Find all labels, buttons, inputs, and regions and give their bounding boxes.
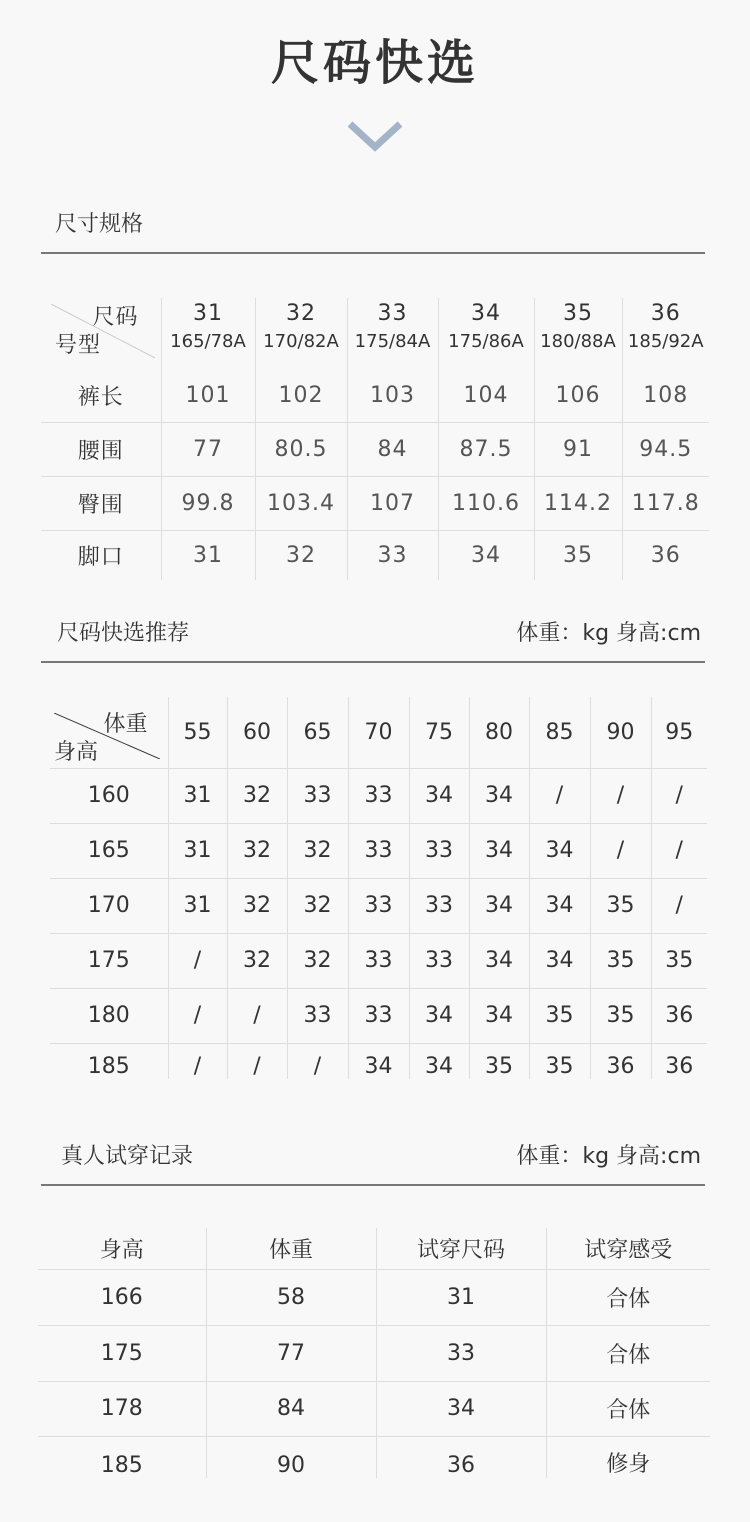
cell: 94.5 <box>622 422 709 476</box>
cell: 31 <box>168 878 227 933</box>
cell: 117.8 <box>622 476 709 530</box>
height-label: 175 <box>50 933 168 988</box>
row-label: 臀围 <box>41 476 161 530</box>
cell: / <box>227 988 287 1043</box>
cell: 34 <box>469 988 529 1043</box>
spec-row <box>41 476 709 530</box>
size-header <box>622 298 709 369</box>
cell: 32 <box>227 878 287 933</box>
fitting-row <box>38 1436 710 1478</box>
weight-header: 80 <box>469 697 529 768</box>
page-title: 尺码快选 <box>270 35 479 91</box>
size-header <box>255 298 347 369</box>
recommend-row <box>50 878 707 933</box>
cell: 33 <box>348 988 409 1043</box>
spec-row <box>41 422 709 476</box>
fitting-header-row <box>38 1228 710 1269</box>
weight-header: 60 <box>227 697 287 768</box>
cell: 103.4 <box>255 476 347 530</box>
cell: 34 <box>348 1043 409 1079</box>
recommend-row <box>50 823 707 878</box>
corner-label-weight: 体重 <box>103 712 148 738</box>
cell: / <box>651 878 707 933</box>
cell: 34 <box>438 530 534 580</box>
cell: 33 <box>409 878 469 933</box>
cell: / <box>651 768 707 823</box>
recommend-header-row <box>50 697 707 768</box>
size-code: 180/88A <box>540 331 616 352</box>
cell: 104 <box>438 369 534 422</box>
cell: 32 <box>227 768 287 823</box>
recommend-row <box>50 933 707 988</box>
cell: / <box>651 823 707 878</box>
cell: / <box>590 768 651 823</box>
cell: 34 <box>469 878 529 933</box>
cell: 178 <box>38 1381 206 1436</box>
cell: 34 <box>409 768 469 823</box>
fitting-units: 体重：kg 身高:cm <box>516 1144 701 1169</box>
cell: 36 <box>651 1043 707 1079</box>
size-number: 35 <box>563 301 593 326</box>
cell: 32 <box>227 823 287 878</box>
cell: 34 <box>469 768 529 823</box>
size-header <box>347 298 438 369</box>
cell: 35 <box>590 878 651 933</box>
cell: 35 <box>534 530 622 580</box>
cell: 35 <box>529 988 590 1043</box>
spec-row <box>41 530 709 580</box>
cell: 33 <box>348 878 409 933</box>
cell: 108 <box>622 369 709 422</box>
row-label: 脚口 <box>77 544 124 570</box>
cell: 175 <box>38 1325 206 1381</box>
size-number: 36 <box>650 301 681 326</box>
recommend-row <box>50 1043 707 1079</box>
cell: / <box>529 768 590 823</box>
cell: 107 <box>347 476 438 530</box>
cell: 33 <box>287 988 348 1043</box>
cell: 91 <box>534 422 622 476</box>
cell: 合体 <box>546 1381 710 1436</box>
fitting-row <box>38 1269 710 1325</box>
weight-header: 75 <box>409 697 469 768</box>
corner-label-model: 号型 <box>55 333 102 358</box>
cell: 103 <box>347 369 438 422</box>
cell: 合体 <box>546 1325 710 1381</box>
cell: / <box>168 1043 227 1079</box>
spec-row <box>41 369 709 422</box>
column-header: 试穿感受 <box>546 1228 710 1269</box>
cell: 99.8 <box>161 476 255 530</box>
cell: 34 <box>409 988 469 1043</box>
cell: 33 <box>348 768 409 823</box>
cell: 修身 <box>546 1436 710 1478</box>
column-header: 体重 <box>206 1228 376 1269</box>
cell: / <box>590 823 651 878</box>
size-code: 165/78A <box>170 331 246 352</box>
weight-header: 85 <box>529 697 590 768</box>
recommend-row <box>50 988 707 1043</box>
size-number: 31 <box>193 301 223 326</box>
size-header <box>534 298 622 369</box>
cell: 35 <box>590 933 651 988</box>
spec-header-row <box>41 298 709 369</box>
row-label: 裤长 <box>41 369 161 422</box>
cell: / <box>168 988 227 1043</box>
chevron-down-icon <box>346 120 404 154</box>
size-code: 175/84A <box>354 331 431 352</box>
cell: 102 <box>255 369 347 422</box>
cell: 35 <box>529 1043 590 1079</box>
height-label: 180 <box>50 988 168 1043</box>
cell: 33 <box>347 530 438 580</box>
cell: / <box>227 1043 287 1079</box>
cell: 36 <box>651 988 707 1043</box>
cell: 32 <box>287 878 348 933</box>
cell: 34 <box>469 933 529 988</box>
cell: 87.5 <box>438 422 534 476</box>
size-code: 175/86A <box>448 331 524 352</box>
column-header: 试穿尺码 <box>376 1228 546 1269</box>
cell: 31 <box>376 1269 546 1325</box>
spec-corner-cell <box>41 298 161 369</box>
recommend-corner-cell <box>50 697 168 768</box>
cell: 185 <box>100 1453 143 1478</box>
weight-header: 65 <box>287 697 348 768</box>
cell: 33 <box>409 933 469 988</box>
cell: 106 <box>534 369 622 422</box>
size-header <box>438 298 534 369</box>
cell: / <box>287 1043 348 1079</box>
cell: 114.2 <box>534 476 622 530</box>
spec-section-header <box>41 214 705 254</box>
cell: 80.5 <box>255 422 347 476</box>
cell: 32 <box>227 933 287 988</box>
weight-header: 95 <box>651 697 707 768</box>
cell: 34 <box>469 823 529 878</box>
fitting-table <box>38 1228 710 1478</box>
cell: 35 <box>651 933 707 988</box>
cell: 34 <box>376 1381 546 1436</box>
cell: 36 <box>590 1043 651 1079</box>
size-number: 32 <box>286 301 316 326</box>
spec-heading: 尺寸规格 <box>55 212 144 237</box>
cell: 33 <box>376 1325 546 1381</box>
cell: 166 <box>38 1269 206 1325</box>
fitting-row <box>38 1325 710 1381</box>
recommend-units: 体重：kg 身高:cm <box>516 621 701 646</box>
cell: 77 <box>206 1325 376 1381</box>
row-label: 腰围 <box>41 422 161 476</box>
spec-table <box>41 298 709 580</box>
height-label: 165 <box>50 823 168 878</box>
cell: 58 <box>206 1269 376 1325</box>
cell: 90 <box>206 1436 376 1478</box>
cell: 33 <box>348 823 409 878</box>
cell: 77 <box>161 422 255 476</box>
recommend-section-header <box>41 623 705 663</box>
cell: 31 <box>168 823 227 878</box>
cell: 34 <box>409 1043 469 1079</box>
weight-header: 70 <box>348 697 409 768</box>
height-label: 170 <box>50 878 168 933</box>
cell: 34 <box>529 823 590 878</box>
cell: / <box>168 933 227 988</box>
size-number: 33 <box>377 301 408 326</box>
cell: 32 <box>287 823 348 878</box>
cell: 35 <box>590 988 651 1043</box>
corner-label-size: 尺码 <box>92 305 139 330</box>
cell: 84 <box>206 1381 376 1436</box>
fitting-row <box>38 1381 710 1436</box>
recommend-heading: 尺码快选推荐 <box>57 621 190 646</box>
cell: 36 <box>376 1436 546 1478</box>
height-label: 160 <box>50 768 168 823</box>
cell: 84 <box>347 422 438 476</box>
cell: 32 <box>255 530 347 580</box>
size-code: 170/82A <box>263 331 339 352</box>
cell: 34 <box>529 933 590 988</box>
size-header <box>161 298 255 369</box>
cell: 32 <box>287 933 348 988</box>
fitting-heading: 真人试穿记录 <box>61 1144 194 1169</box>
cell: 34 <box>529 878 590 933</box>
cell: 31 <box>168 768 227 823</box>
cell: 31 <box>161 530 255 580</box>
cell: 35 <box>469 1043 529 1079</box>
cell: 101 <box>161 369 255 422</box>
size-number: 34 <box>471 301 501 326</box>
weight-header: 55 <box>168 697 227 768</box>
cell: 33 <box>348 933 409 988</box>
weight-header: 90 <box>590 697 651 768</box>
cell: 合体 <box>546 1269 710 1325</box>
height-label: 185 <box>87 1054 130 1079</box>
corner-label-height: 身高 <box>54 740 99 766</box>
recommend-table <box>50 697 707 1079</box>
fitting-section-header <box>41 1146 705 1186</box>
cell: 110.6 <box>438 476 534 530</box>
recommend-row <box>50 768 707 823</box>
cell: 36 <box>622 530 709 580</box>
cell: 33 <box>409 823 469 878</box>
column-header: 身高 <box>38 1228 206 1269</box>
cell: 33 <box>287 768 348 823</box>
size-code: 185/92A <box>627 331 704 352</box>
